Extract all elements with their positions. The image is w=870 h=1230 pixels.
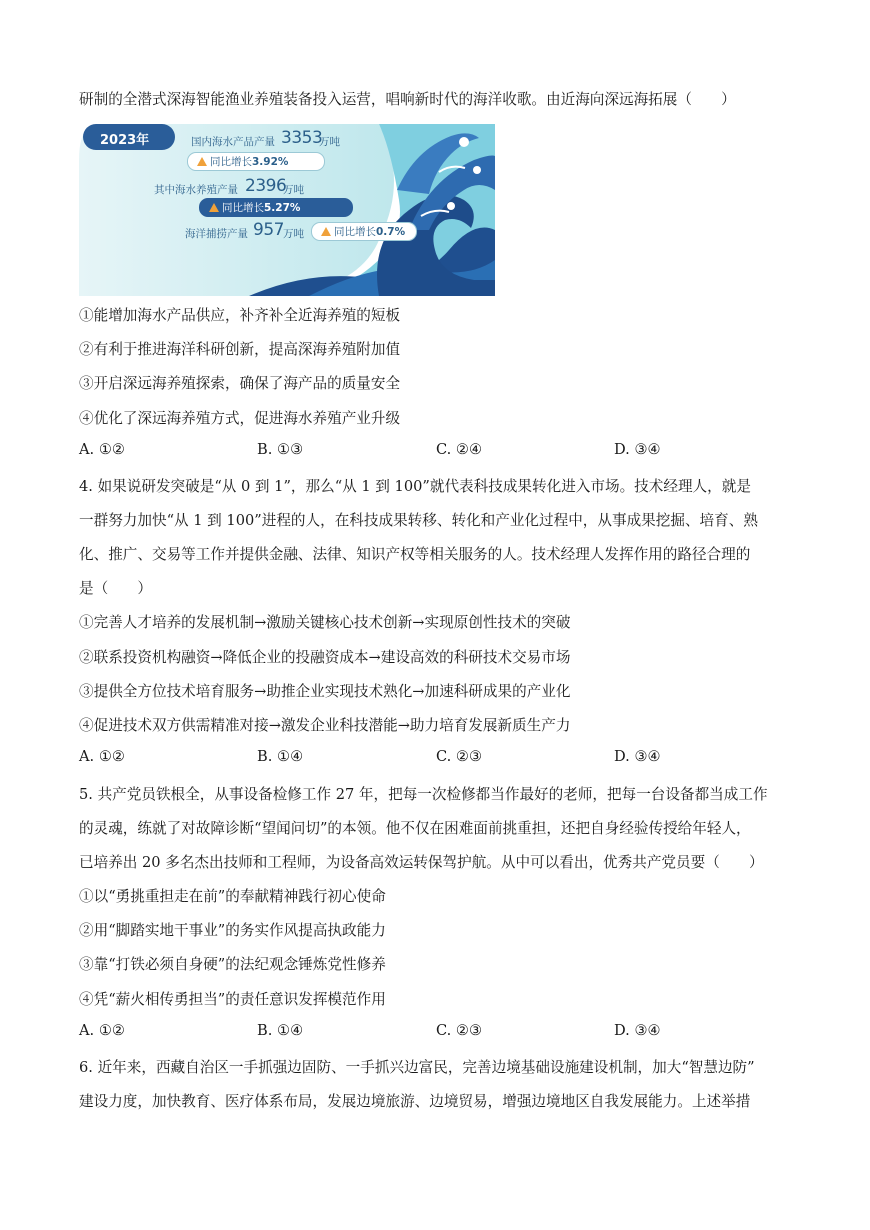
row2-change-prefix: 同比增长 [222, 202, 264, 214]
row3-label: 海洋捕捞产量 [185, 228, 248, 240]
row1-label: 国内海水产品产量 [191, 136, 275, 148]
q4-option-b[interactable]: B. ①④ [257, 748, 304, 765]
row2-label: 其中海水养殖产量 [154, 184, 238, 196]
q5-option-a[interactable]: A. ①② [79, 1022, 125, 1039]
increase-triangle-icon [209, 203, 219, 212]
q4-option-c[interactable]: C. ②③ [436, 748, 483, 765]
row3-unit: 万吨 [283, 228, 304, 240]
q5-item-1: ①以“勇挑重担走在前”的奉献精神践行初心使命 [79, 888, 386, 905]
row1-change: 3.92% [252, 156, 289, 168]
q4-stem-line-4: 是（ ） [79, 580, 152, 597]
increase-triangle-icon [197, 157, 207, 166]
q3-option-a[interactable]: A. ①② [79, 441, 125, 458]
q3-options [79, 441, 793, 463]
row2-unit: 万吨 [283, 184, 304, 196]
row3-change-pill [311, 222, 417, 241]
q5-stem-line-2: 的灵魂，练就了对故障诊断“望闻问切”的本领。他不仅在困难面前挑重担，还把自身经验传授给年轻人， [79, 820, 751, 837]
q4-item-3: ③提供全方位技术培育服务→助推企业实现技术熟化→加速科研成果的产业化 [79, 683, 571, 700]
row1-value: 3353 [281, 128, 323, 148]
q3-option-c[interactable]: C. ②④ [436, 441, 483, 458]
q5-item-2: ②用“脚踏实地干事业”的务实作风提高执政能力 [79, 922, 386, 939]
increase-triangle-icon [321, 227, 331, 236]
row2-value: 2396 [245, 176, 287, 196]
q6-stem-line-2: 建设力度，加快教育、医疗体系布局，发展边境旅游、边境贸易，增强边境地区自我发展能力。上述举措 [79, 1093, 751, 1110]
q4-stem-line-1: 4. 如果说研发突破是“从 0 到 1”，那么“从 1 到 100”就代表科技成果转化进入市场。技术经理人，就是 [79, 478, 751, 495]
row1-change-prefix: 同比增长 [210, 156, 252, 168]
row3-change-prefix: 同比增长 [334, 226, 376, 238]
q3-stem: 研制的全潜式深海智能渔业养殖装备投入运营，唱响新时代的海洋收歌。由近海向深远海拓展（ ） [79, 91, 736, 108]
q3-item-1: ①能增加海水产品供应，补齐补全近海养殖的短板 [79, 307, 401, 324]
q5-option-b[interactable]: B. ①④ [257, 1022, 304, 1039]
row3-value: 957 [253, 220, 284, 240]
row3-change: 0.7% [376, 226, 406, 238]
q5-option-c[interactable]: C. ②③ [436, 1022, 483, 1039]
fisheries-infographic [79, 120, 495, 296]
q4-option-d[interactable]: D. ③④ [614, 748, 661, 765]
q6-stem-line-1: 6. 近年来，西藏自治区一手抓强边固防、一手抓兴边富民，完善边境基础设施建设机制，加大“智慧边防” [79, 1059, 755, 1076]
q5-item-4: ④凭“薪火相传勇担当”的责任意识发挥模范作用 [79, 991, 386, 1008]
infographic-year: 2023年 [100, 133, 150, 148]
q4-item-2: ②联系投资机构融资→降低企业的投融资成本→建设高效的科研技术交易市场 [79, 649, 571, 666]
q4-stem-line-3: 化、推广、交易等工作并提供金融、法律、知识产权等相关服务的人。技术经理人发挥作用的路径合理的 [79, 546, 751, 563]
q3-item-3: ③开启深远海养殖探索，确保了海产品的质量安全 [79, 375, 401, 392]
q5-options [79, 1022, 793, 1044]
q4-item-1: ①完善人才培养的发展机制→激励关键核心技术创新→实现原创性技术的突破 [79, 614, 571, 631]
q4-options [79, 748, 793, 770]
q5-stem-line-3: 已培养出 20 多名杰出技师和工程师，为设备高效运转保驾护航。从中可以看出，优秀共产党员要（ ） [79, 854, 764, 871]
q3-option-b[interactable]: B. ①③ [257, 441, 304, 458]
row1-change-pill [187, 152, 325, 171]
row2-change-pill [199, 198, 353, 217]
row2-change: 5.27% [264, 202, 301, 214]
q5-stem-line-1: 5. 共产党员铁根全，从事设备检修工作 27 年，把每一次检修都当作最好的老师，把每一台设备都当成工作 [79, 786, 768, 803]
q3-item-4: ④优化了深远海养殖方式，促进海水养殖产业升级 [79, 410, 401, 427]
q4-item-4: ④促进技术双方供需精准对接→激发企业科技潜能→助力培育发展新质生产力 [79, 717, 571, 734]
q3-option-d[interactable]: D. ③④ [614, 441, 661, 458]
q3-item-2: ②有利于推进海洋科研创新，提高深海养殖附加值 [79, 341, 401, 358]
q4-option-a[interactable]: A. ①② [79, 748, 125, 765]
q4-stem-line-2: 一群努力加快“从 1 到 100”进程的人，在科技成果转移、转化和产业化过程中，从事成果挖掘、培育、熟 [79, 512, 758, 529]
q5-item-3: ③靠“打铁必须自身硬”的法纪观念锤炼党性修养 [79, 956, 386, 973]
q5-option-d[interactable]: D. ③④ [614, 1022, 661, 1039]
row1-unit: 万吨 [319, 136, 340, 148]
